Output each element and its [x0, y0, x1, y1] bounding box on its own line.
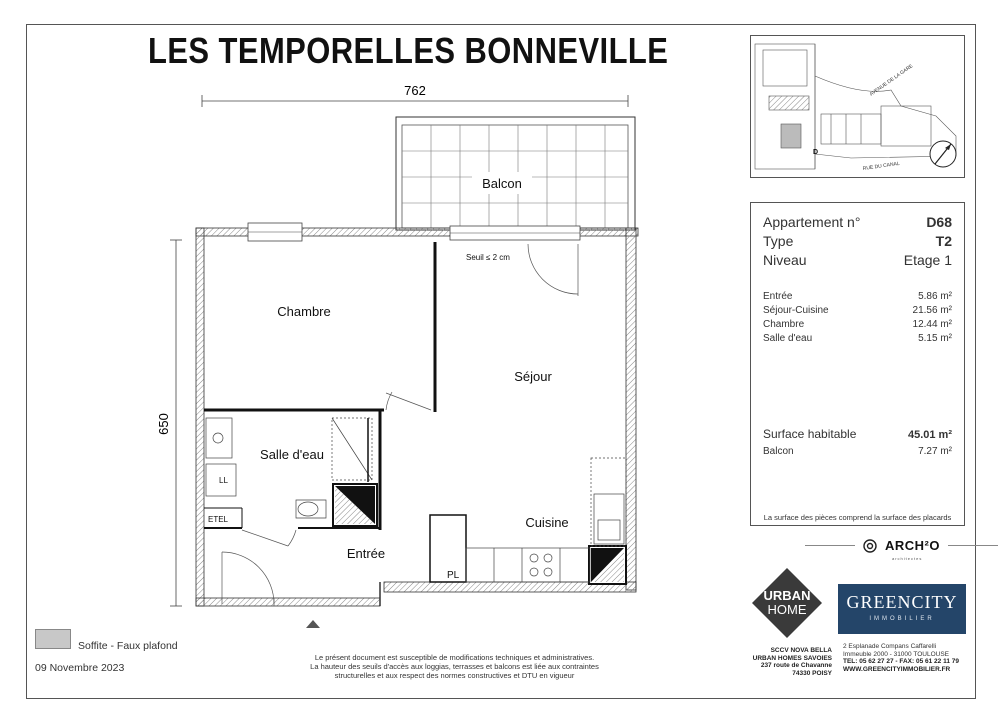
dimension-width — [202, 83, 628, 107]
appartement-label: Appartement n° — [763, 214, 861, 230]
area-value: 12.44 m² — [912, 319, 952, 330]
area-label: Chambre — [763, 319, 805, 330]
area-label: Entrée — [763, 291, 793, 302]
north-arrow — [930, 141, 956, 167]
promoter-line: 237 route de Chavanne — [760, 662, 832, 669]
divider — [948, 545, 998, 546]
appartement-value: D68 — [926, 214, 952, 230]
area-value: 5.86 m² — [918, 291, 952, 302]
area-label: Salle d'eau — [763, 333, 813, 344]
page-title: LES TEMPORELLES BONNEVILLE — [148, 30, 669, 71]
area-value: 21.56 m² — [912, 305, 952, 316]
disclaimer-line: La hauteur des seuils d'accès aux loggias, terrasses et balcons est liée aux contraintes — [310, 662, 599, 671]
urban-home-logo — [752, 568, 822, 638]
row-type — [763, 232, 952, 251]
disclaimer-line: structurelles et aux respect des normes constructives et DTU en vigueur — [334, 671, 575, 680]
label-seuil: Seuil ≤ 2 cm — [466, 253, 510, 262]
balcony — [396, 117, 635, 230]
architect-logo — [805, 538, 998, 561]
row-niveau — [763, 251, 952, 270]
room-label-chambre: Chambre — [277, 304, 331, 319]
address-website: WWW.GREENCITYIMMOBILIER.FR — [843, 665, 951, 673]
address-phone: TEL: 05 62 27 27 - FAX: 05 61 22 11 79 — [843, 658, 959, 665]
area-row — [763, 304, 952, 318]
area-row — [763, 290, 952, 304]
room-label-balcon: Balcon — [482, 176, 522, 191]
legend-swatch — [35, 629, 71, 649]
spiral-icon — [863, 539, 877, 553]
promoter-line: 74330 POISY — [792, 669, 832, 677]
label-pl: PL — [447, 570, 460, 581]
location-minimap — [750, 35, 965, 178]
surface-value: 45.01 m² — [907, 429, 952, 441]
promoter-line: SCCV NOVA BELLA — [770, 647, 832, 654]
room-label-salle-deau: Salle d'eau — [260, 447, 324, 462]
exterior-walls — [196, 228, 638, 606]
agency-address — [843, 643, 973, 673]
label-etel: ETEL — [208, 515, 229, 524]
row-appartement — [763, 213, 952, 232]
divider — [805, 545, 855, 546]
area-label: Séjour-Cuisine — [763, 305, 829, 316]
dimension-height — [156, 240, 182, 606]
entry-arrow — [306, 620, 320, 628]
niveau-label: Niveau — [763, 252, 807, 268]
greencity-title — [838, 592, 966, 613]
surface-summary — [763, 426, 952, 459]
greencity-logo — [838, 584, 966, 634]
minimap-lot: D — [813, 149, 819, 156]
area-row — [763, 318, 952, 332]
architect-sub: architectes — [892, 556, 923, 561]
urban-home-line-2: HOME — [767, 602, 807, 617]
door-balcony — [528, 244, 578, 296]
document-date: 09 Novembre 2023 — [35, 662, 125, 674]
balcon-label: Balcon — [763, 446, 794, 457]
greencity-title-2: CITY — [911, 592, 958, 612]
area-list — [763, 290, 952, 346]
room-label-sejour: Séjour — [514, 369, 552, 384]
interior-walls — [204, 242, 435, 530]
balcon-value: 7.27 m² — [918, 446, 952, 457]
type-label: Type — [763, 233, 794, 249]
dimension-height-label: 650 — [156, 413, 171, 435]
area-row — [763, 332, 952, 346]
surface-note: La surface des pièces comprend la surface des placards — [763, 513, 952, 522]
minimap-street-1: AVENUE DE LA GARE — [868, 63, 915, 98]
area-value: 5.15 m² — [918, 333, 952, 344]
disclaimer-line: Le présent document est susceptible de modifications techniques et administratives. — [314, 653, 595, 662]
door-bathroom — [242, 530, 296, 546]
row-balcon — [763, 445, 952, 459]
type-value: T2 — [935, 233, 952, 249]
room-label-entree: Entrée — [346, 546, 386, 561]
legend-text: Soffite - Faux plafond — [78, 640, 178, 652]
urban-home-line-1: URBAN — [763, 588, 811, 603]
door-chambre — [386, 392, 431, 410]
architect-name: ARCH²O — [885, 538, 940, 553]
disclaimer — [282, 653, 627, 680]
minimap-svg — [751, 36, 965, 178]
dimension-width-label: 762 — [404, 83, 426, 98]
minimap-street-2: RUE DU CANAL — [862, 160, 901, 172]
niveau-value: Etage 1 — [903, 252, 952, 268]
room-label-cuisine: Cuisine — [525, 515, 569, 530]
apartment-info-panel — [750, 202, 965, 526]
surface-label: Surface habitable — [763, 427, 857, 441]
address-line: 2 Esplanade Compans Caffarelli — [843, 643, 937, 650]
greencity-sub: IMMOBILIER — [869, 616, 935, 622]
service-shafts — [333, 484, 626, 584]
promoter-line: URBAN HOMES SAVOIES — [752, 654, 832, 662]
label-ll: LL — [219, 476, 228, 485]
row-surface-habitable — [763, 426, 952, 443]
promoter-info — [740, 647, 832, 677]
address-line: Immeuble 2000 - 31000 TOULOUSE — [843, 650, 949, 658]
greencity-title-1: GREEN — [846, 592, 912, 612]
